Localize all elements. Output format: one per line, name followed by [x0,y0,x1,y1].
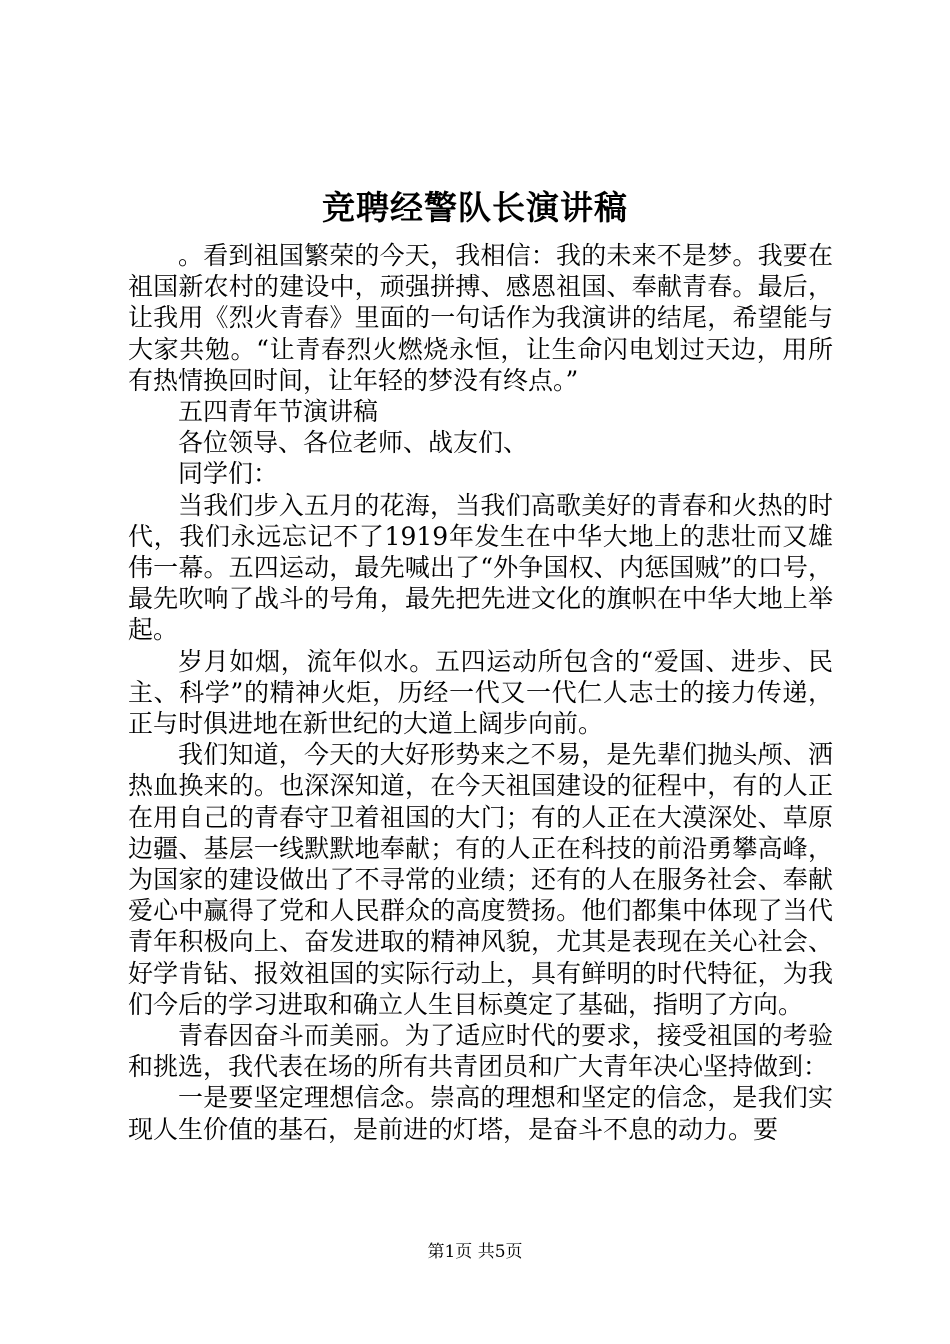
paragraph-9: 一是要坚定理想信念。崇高的理想和坚定的信念，是我们实现人生价值的基石，是前进的灯塔，是奋斗不息的动力。要 [128,1083,833,1144]
paragraph-5: 当我们步入五月的花海，当我们高歌美好的青春和火热的时代，我们永远忘记不了1919年发生在中华大地上的悲壮而又雄伟一幕。五四运动，最先喊出了“外争国权、内惩国贼”的口号，最先吹响了战斗的号角，最先把先进文化的旗帜在中华大地上举起。 [128,490,833,645]
document-title: 竞聘经警队长演讲稿 [322,188,628,227]
paragraph-1: 。看到祖国繁荣的今天，我相信：我的未来不是梦。我要在祖国新农村的建设中，顽强拼搏、感恩祖国、奉献青春。最后，让我用《烈火青春》里面的一句话作为我演讲的结尾，希望能与大家共勉。“让青春烈火燃烧永恒，让生命闪电划过天边，用所有热情换回时间，让年轻的梦没有终点。” [128,241,833,395]
paragraph-3: 各位领导、各位老师、战友们、 [178,428,529,458]
document-body [128,240,833,1145]
paragraph-2: 五四青年节演讲稿 [178,397,379,427]
paragraph-4: 同学们： [178,459,279,489]
page-number-footer: 第1页 共5页 [427,1242,523,1262]
paragraph-7: 我们知道，今天的大好形势来之不易，是先辈们抛头颅、洒热血换来的。也深深知道，在今天祖国建设的征程中，有的人正在用自己的青春守卫着祖国的大门；有的人正在大漠深处、草原边疆、基层一线默默地奉献；有的人正在科技的前沿勇攀高峰，为国家的建设做出了不寻常的业绩；还有的人在服务社会、奉献爱心中赢得了党和人民群众的高度赞扬。他们都集中体现了当代青年积极向上、奋发进取的精神风貌，尤其是表现在关心社会、好学肯钻、报效祖国的实际行动上，具有鲜明的时代特征，为我们今后的学习进取和确立人生目标奠定了基础，指明了方向。 [128,740,833,1019]
paragraph-8: 青春因奋斗而美丽。为了适应时代的要求，接受祖国的考验和挑选，我代表在场的所有共青团员和广大青年决心坚持做到： [128,1021,833,1082]
paragraph-6: 岁月如烟，流年似水。五四运动所包含的“爱国、进步、民主、科学”的精神火炬，历经一代又一代仁人志士的接力传递，正与时俱进地在新世纪的大道上阔步向前。 [128,646,833,739]
